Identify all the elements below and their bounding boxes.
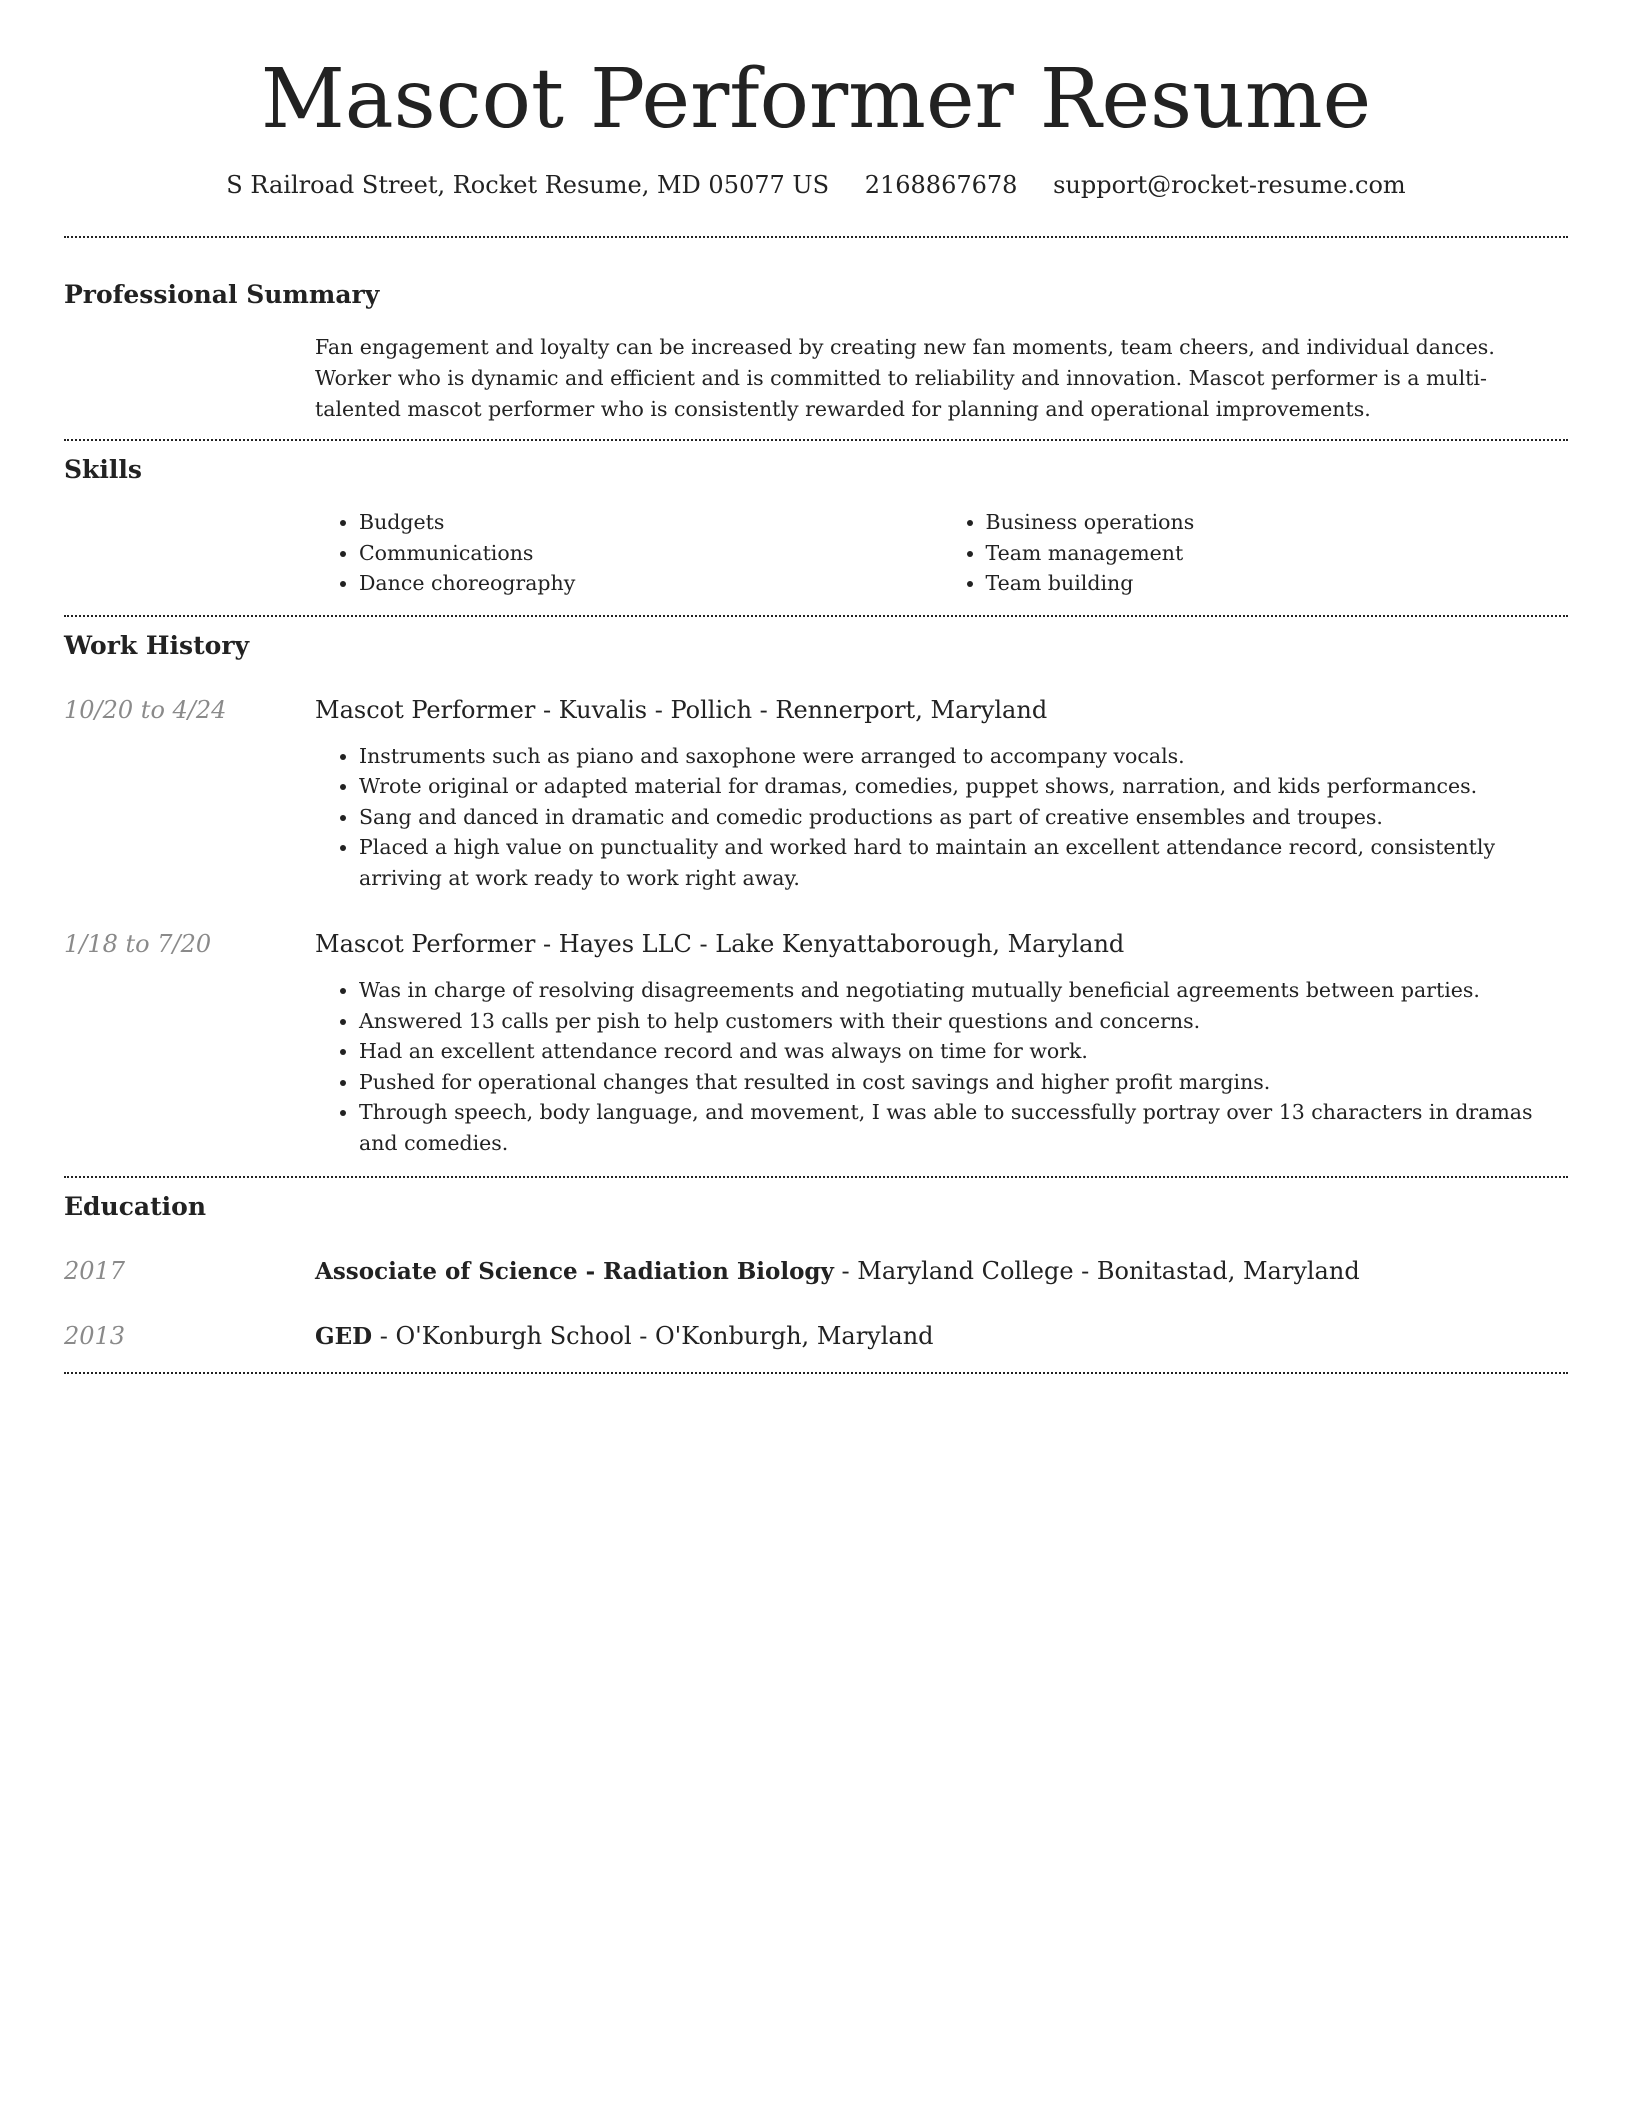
education-degree: Associate of Science - Radiation Biology (315, 1258, 834, 1285)
work-dates: 10/20 to 4/24 (64, 695, 227, 724)
section-title-education: Education (64, 1192, 207, 1221)
divider (64, 439, 1568, 441)
skills-column-right (942, 507, 1569, 599)
skill-item: • Team management (986, 538, 1569, 569)
job-role: Mascot Performer (315, 695, 536, 724)
work-bullet: • Instruments such as piano and saxophone were arranged to accompany vocals. (359, 741, 1558, 772)
job-details: - Hayes LLC - Lake Kenyattaborough, Maryland (535, 930, 1125, 958)
work-entry-body (315, 927, 1568, 1158)
work-bullets (315, 975, 1568, 1158)
skill-item: • Dance choreography (359, 568, 942, 599)
work-bullet: • Had an excellent attendance record and was always on time for work. (359, 1036, 1558, 1067)
work-entry-body (315, 693, 1568, 894)
education-degree: GED (315, 1323, 373, 1350)
skill-item: • Communications (359, 538, 942, 569)
work-entry (64, 693, 1568, 894)
education-year: 2017 (64, 1257, 126, 1285)
education-entry (64, 1254, 1568, 1289)
email: support@rocket-resume.com (1053, 171, 1406, 199)
contact-info (64, 168, 1568, 202)
education-details: - O'Konburgh School - O'Konburgh, Maryland (372, 1322, 934, 1350)
address: S Railroad Street, Rocket Resume, MD 05077 US (226, 171, 830, 199)
section-title-summary: Professional Summary (64, 280, 380, 309)
work-heading (315, 927, 1568, 961)
phone: 2168867678 (864, 171, 1018, 199)
work-bullet: • Sang and danced in dramatic and comedic productions as part of creative ensembles and troupes. (359, 802, 1558, 833)
education-heading (315, 1254, 1568, 1289)
resume-title: Mascot Performer Resume (260, 52, 1372, 147)
divider (64, 615, 1568, 617)
work-bullet: • Was in charge of resolving disagreements and negotiating mutually beneficial agreements between parties. (359, 975, 1558, 1006)
job-role: Mascot Performer (315, 930, 536, 958)
skill-item: • Budgets (359, 507, 942, 538)
work-bullet: • Wrote original or adapted material for dramas, comedies, puppet shows, narration, and kids performances. (359, 771, 1558, 802)
divider (64, 236, 1568, 238)
education-body (315, 1254, 1568, 1289)
section-title-work-history: Work History (64, 630, 250, 660)
skill-item: • Business operations (986, 507, 1569, 538)
skills-column-left (315, 507, 942, 599)
education-year: 2013 (64, 1322, 126, 1350)
work-entry (64, 927, 1568, 1158)
work-heading (315, 693, 1568, 727)
skills-grid (315, 507, 1568, 599)
work-bullet: • Pushed for operational changes that resulted in cost savings and higher profit margins. (359, 1067, 1558, 1098)
section-title-skills: Skills (64, 455, 142, 484)
resume-page (64, 0, 1568, 1374)
divider (64, 1176, 1568, 1178)
work-dates: 1/18 to 7/20 (64, 930, 212, 958)
education-entry (64, 1319, 1568, 1354)
work-bullets (315, 741, 1568, 894)
job-details: - Kuvalis - Pollich - Rennerport, Maryland (535, 695, 1048, 724)
divider (64, 1372, 1568, 1374)
work-bullet: • Answered 13 calls per pish to help customers with their questions and concerns. (359, 1006, 1558, 1037)
work-bullet: • Placed a high value on punctuality and worked hard to maintain an excellent attendance record, consistently arriving at work ready to work right away. (359, 832, 1558, 893)
education-details: - Maryland College - Bonitastad, Maryland (833, 1257, 1360, 1285)
education-heading (315, 1319, 1568, 1354)
skill-item: • Team building (986, 568, 1569, 599)
education-body (315, 1319, 1568, 1354)
work-bullet: • Through speech, body language, and movement, I was able to successfully portray over 13 characters in dramas and comedies. (359, 1097, 1558, 1158)
summary-text: Fan engagement and loyalty can be increased by creating new fan moments, team cheers, and individual dances. Worker who is dynamic and efficient and is committed to reliability and innovation. Mascot performer is a multi-talented mascot performer who is consistently rewarded for planning and operational improvements. (315, 335, 1495, 421)
